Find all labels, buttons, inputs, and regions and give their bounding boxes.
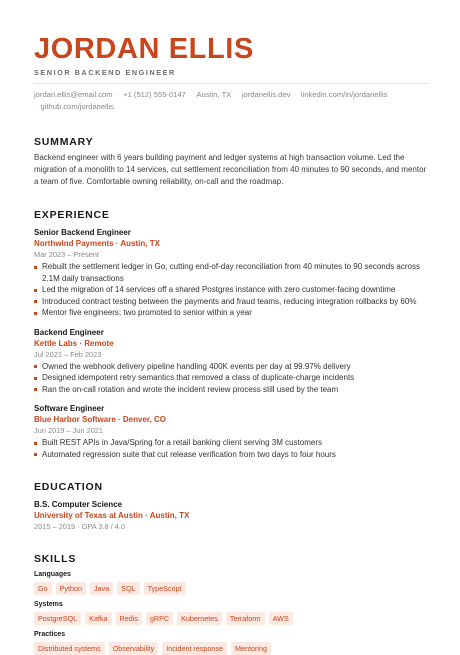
skill-chips xyxy=(34,642,428,655)
bullet-item: Introduced contract testing between the payments and fraud teams, reducing integration rollbacks by 60% xyxy=(34,296,428,308)
job-title: Backend Engineer xyxy=(34,327,104,337)
resume-header xyxy=(34,34,428,112)
separator: · xyxy=(116,90,120,99)
job-bullets xyxy=(34,261,428,319)
skill-group-languages xyxy=(34,570,428,595)
education-details: 2015 – 2019 · GPA 3.8 / 4.0 xyxy=(34,522,126,531)
separator: · xyxy=(294,90,297,99)
education-entry xyxy=(34,499,428,532)
section-title: SKILLS xyxy=(34,553,77,565)
bullet-item: Built REST APIs in Java/Spring for a retail banking client serving 3M customers xyxy=(34,437,428,449)
contact-website[interactable]: jordanellis.dev xyxy=(241,90,291,99)
skill-chip: TypeScript xyxy=(144,582,186,595)
job-entry xyxy=(34,403,428,460)
skill-group-practices xyxy=(34,630,428,655)
job-bullets xyxy=(34,361,428,396)
bullet-item: Ran the on-call rotation and wrote the incident review process still used by the team xyxy=(34,384,428,396)
summary-text: Backend engineer with 6 years building payment and ledger systems at high transaction volume. Led the migration of a monolith to 14 services, cut settlement reconciliation from 40 minutes to 90 seconds, and mentor a team of five. Comfortable owning reliability, on-call and the roadmap. xyxy=(34,153,427,186)
school: University of Texas at Austin · Austin, TX xyxy=(34,511,190,520)
skill-chip: Incident response xyxy=(162,642,227,655)
job-company: Kettle Labs · Remote xyxy=(34,338,114,348)
skill-chip: Redis xyxy=(116,612,142,625)
education-section xyxy=(34,481,428,532)
bullet-item: Designed idempotent retry semantics that removed a class of duplicate-charge incidents xyxy=(34,372,428,384)
summary-section xyxy=(34,136,428,188)
contact-email[interactable]: jordan.ellis@email.com xyxy=(34,90,113,99)
contact-phone[interactable]: +1 (512) 555-0147 xyxy=(123,90,186,99)
skill-chip: gRPC xyxy=(146,612,173,625)
skill-chip: Kafka xyxy=(85,612,111,625)
job-dates: Jul 2021 – Feb 2023 xyxy=(34,349,102,359)
separator: · xyxy=(189,90,193,99)
skill-chip: Mentoring xyxy=(231,642,271,655)
bullet-item: Rebuilt the settlement ledger in Go, cutting end-of-day reconciliation from 40 minutes to 90 seconds across 2.1M daily transactions xyxy=(34,261,428,284)
skill-chip: Terraform xyxy=(226,612,265,625)
skill-chip: Go xyxy=(34,582,52,595)
bullet-item: Automated regression suite that cut release verification from two days to four hours xyxy=(34,449,428,461)
candidate-role: SENIOR BACKEND ENGINEER xyxy=(34,68,176,77)
degree: B.S. Computer Science xyxy=(34,500,123,509)
header-divider xyxy=(34,83,428,84)
job-title: Senior Backend Engineer xyxy=(34,228,131,237)
job-dates: Jun 2019 – Jun 2021 xyxy=(34,426,104,435)
job-dates: Mar 2023 – Present xyxy=(34,250,99,259)
skill-chips xyxy=(34,582,428,595)
separator: · xyxy=(34,101,37,111)
skill-chip: Observability xyxy=(109,642,159,655)
job-company: Northwind Payments · Austin, TX xyxy=(34,239,160,248)
skill-chip: Distributed systems xyxy=(34,642,105,655)
contact-github[interactable]: github.com/jordanellis xyxy=(40,101,114,111)
skill-group-label: Languages xyxy=(34,571,71,578)
section-title: SUMMARY xyxy=(34,136,94,148)
bullet-item: Owned the webhook delivery pipeline handling 400K events per day at 99.97% delivery xyxy=(34,361,428,373)
job-company: Blue Harbor Software · Denver, CO xyxy=(34,415,167,424)
contact-location: Austin, TX xyxy=(196,90,232,99)
bullet-item: Led the migration of 14 services off a shared Postgres instance with zero customer-facing downtime xyxy=(34,284,428,296)
skill-chips xyxy=(34,612,428,625)
skills-section xyxy=(34,553,428,655)
skill-chip: Python xyxy=(56,582,86,595)
skill-group-systems xyxy=(34,600,428,625)
job-title: Software Engineer xyxy=(34,404,105,413)
skill-chip: Java xyxy=(90,582,113,595)
candidate-name: JORDAN ELLIS xyxy=(34,33,254,65)
contact-linkedin[interactable]: linkedin.com/in/jordanellis xyxy=(300,90,388,99)
section-title: EXPERIENCE xyxy=(34,209,110,221)
job-entry xyxy=(34,227,428,319)
experience-section xyxy=(34,209,428,460)
job-entry xyxy=(34,327,428,396)
skill-group-label: Systems xyxy=(34,601,63,608)
job-bullets xyxy=(34,437,428,460)
contact-line xyxy=(34,89,428,112)
separator: · xyxy=(235,90,238,99)
skill-chip: SQL xyxy=(117,582,139,595)
section-title: EDUCATION xyxy=(34,481,103,493)
skill-chip: Kubernetes xyxy=(177,612,222,625)
skill-chip: PostgreSQL xyxy=(34,612,81,625)
bullet-item: Mentor five engineers; two promoted to senior within a year xyxy=(34,307,428,319)
skill-chip: AWS xyxy=(269,612,293,625)
skill-group-label: Practices xyxy=(34,631,66,638)
